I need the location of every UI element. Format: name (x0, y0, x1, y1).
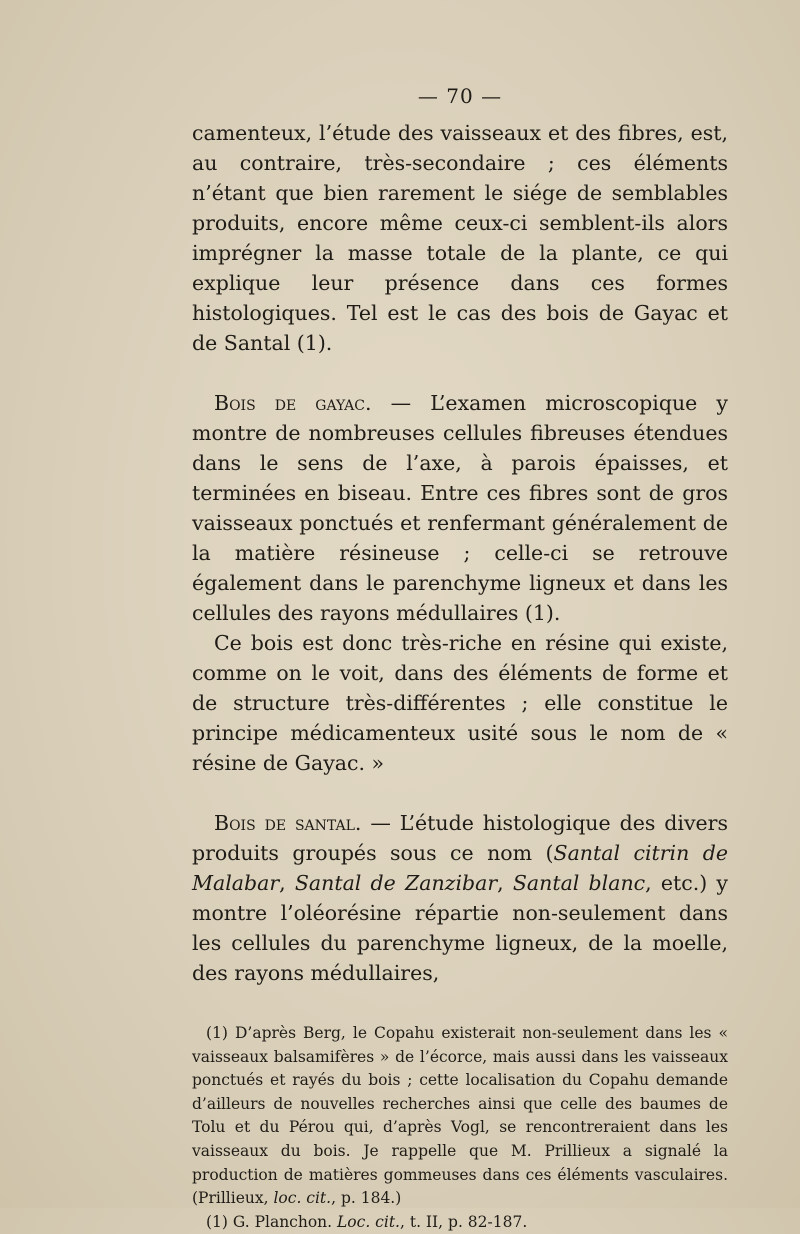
footnote-1-text: (1) D’après Berg, le Copahu existerait non-seulement dans les « vaisseaux balsamifères » de l’écorce, mais aussi dans les vaisseaux ponctués et rayés du bois ; cette localisation du Copahu demande d’ailleurs de nouvelles recherches ainsi que celle des baumes de Tolu et du Pérou qui, d’après Vogl, se rencontreraient dans les vaisseaux du bois. Je rappelle que M. Prillieux a signalé la production de matières gommeuses dans ces éléments vasculaires. (Prillieux, (192, 1024, 728, 1208)
page-body (192, 84, 728, 1234)
footnote-2-loc-cit: Loc. cit. (337, 1212, 400, 1231)
footnotes (192, 1022, 728, 1234)
footnote-2-text: (1) G. Planchon. (206, 1212, 338, 1231)
footnote-1-page: , p. 184.) (331, 1189, 402, 1208)
heading-bois-de-santal: Bois de santal. (214, 811, 362, 835)
paragraph-intro: camenteux, l’étude des vaisseaux et des fibres, est, au contraire, très-secondaire ; ces éléments n’étant que bien rarement le siége de semblables produits, encore même ceux-ci semblent-ils alors imprégner la masse totale de la plante, ce qui explique leur présence dans ces formes histologiques. Tel est le cas des bois de Gayac et de Santal (1). (192, 121, 728, 355)
gayac-text: — L’examen microscopique y montre de nombreuses cellules fibreuses étendues dans le sens de l’axe, à parois épaisses, et terminées en biseau. Entre ces fibres sont de gros vaisseaux ponctués et renfermant généralement de la matière résineuse ; celle-ci se retrouve également dans le parenchyme ligneux et dans les cellules des rayons médullaires (1). (192, 391, 728, 625)
santal-blanc: Santal blanc (512, 871, 646, 895)
paragraph-gayac-resine: Ce bois est donc très-riche en résine qui existe, comme on le voit, dans des éléments de forme et de structure très-différentes ; elle constitue le principe médicamenteux usité sous le nom de « résine de Gayac. » (192, 631, 728, 775)
santal-citrin: Santal citrin de Malabar (192, 841, 728, 895)
santal-text-1: — L’étude histologique des divers produits groupés sous ce nom ( (192, 811, 728, 865)
footnote-2-page: , t. II, p. 82-187. (399, 1212, 528, 1231)
paragraph-bois-de-santal (192, 808, 728, 988)
santal-zanzibar: Santal de Zanzibar (294, 871, 498, 895)
paragraph-bois-de-gayac (192, 388, 728, 628)
santal-sep-2: , (497, 871, 513, 895)
page-number: — 70 — (417, 84, 503, 108)
heading-bois-de-gayac: Bois de gayac. (214, 391, 372, 415)
footnote-2 (192, 1211, 728, 1234)
santal-sep-1: , (279, 871, 295, 895)
footnote-1-loc-cit: loc. cit. (273, 1189, 332, 1208)
santal-text-2: , etc.) y montre l’oléorésine répartie non-seulement dans les cellules du parenchyme ligneux, de la moelle, des rayons médullaires, (192, 871, 728, 985)
footnote-1 (192, 1022, 728, 1211)
